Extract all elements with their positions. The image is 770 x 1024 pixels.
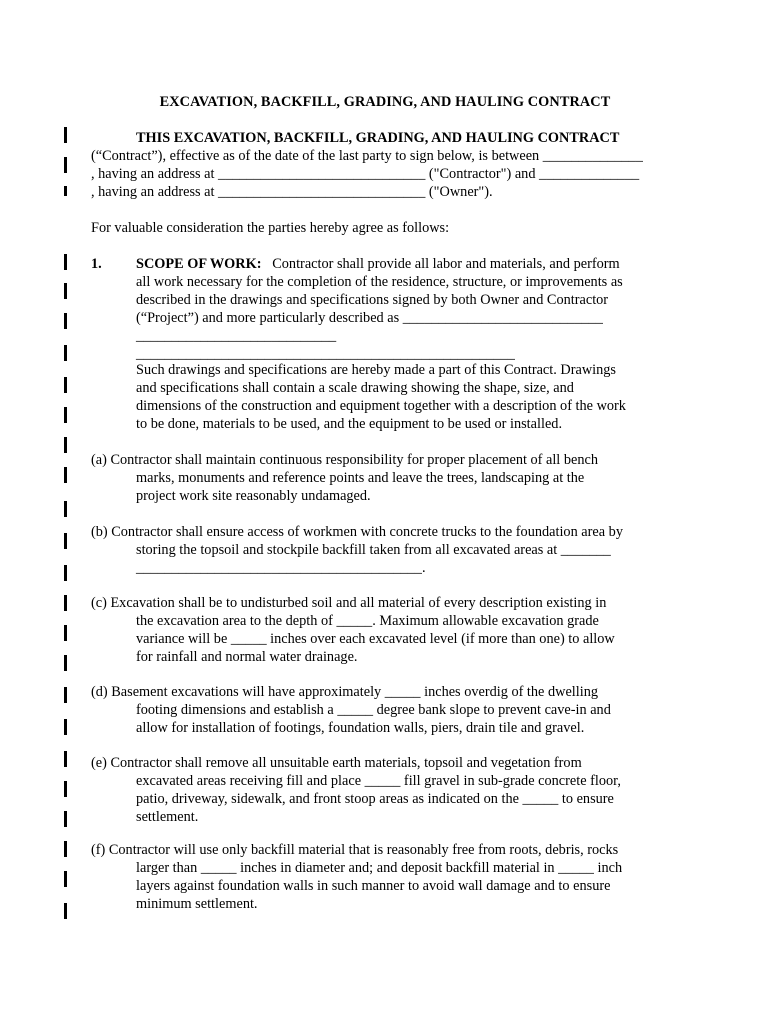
margin-bar bbox=[64, 565, 67, 581]
item-b-line: (b) Contractor shall ensure access of workmen with concrete trucks to the foundation area by bbox=[91, 524, 623, 540]
section-first-line bbox=[136, 255, 620, 273]
margin-bar bbox=[64, 254, 67, 270]
item-e-line: excavated areas receiving fill and place _____ fill gravel in sub-grade concrete floor, bbox=[136, 773, 621, 789]
consideration-text: For valuable consideration the parties hereby agree as follows: bbox=[91, 220, 450, 236]
item-c-line: variance will be _____ inches over each excavated level (if more than one) to allow bbox=[136, 631, 615, 647]
item-b-line: ________________________________________. bbox=[136, 560, 426, 576]
item-b-line: storing the topsoil and stockpile backfill taken from all excavated areas at _______ bbox=[136, 542, 611, 558]
section-line: all work necessary for the completion of the residence, structure, or improvements as bbox=[136, 274, 623, 290]
item-d-line: (d) Basement excavations will have approximately _____ inches overdig of the dwelling bbox=[91, 684, 599, 700]
section-line: described in the drawings and specifications signed by both Owner and Contractor bbox=[136, 292, 609, 308]
intro-lead: THIS EXCAVATION, BACKFILL, GRADING, AND HAULING CONTRACT bbox=[136, 130, 620, 146]
item-f-line: layers against foundation walls in such manner to avoid wall damage and to ensure bbox=[136, 878, 611, 894]
section-heading: SCOPE OF WORK: bbox=[136, 256, 262, 272]
section-line: Such drawings and specifications are hereby made a part of this Contract. Drawings bbox=[136, 362, 616, 378]
margin-bar bbox=[64, 781, 67, 797]
item-e-line: patio, driveway, sidewalk, and front stoop areas as indicated on the _____ to ensure bbox=[136, 791, 614, 807]
section-blank-line: ____________________________ bbox=[136, 328, 337, 344]
intro-line: (“Contract”), effective as of the date of the last party to sign below, is between ______________ bbox=[91, 148, 643, 164]
margin-bar bbox=[64, 841, 67, 857]
section-line: dimensions of the construction and equipment together with a description of the work bbox=[136, 398, 626, 414]
margin-bar bbox=[64, 655, 67, 671]
item-c-line: for rainfall and normal water drainage. bbox=[136, 649, 358, 665]
margin-bar bbox=[64, 533, 67, 549]
section-blank-line: _____________________________________________________ bbox=[136, 346, 515, 362]
item-e-line: (e) Contractor shall remove all unsuitable earth materials, topsoil and vegetation from bbox=[91, 755, 582, 771]
margin-bar bbox=[64, 903, 67, 919]
section-line: and specifications shall contain a scale drawing showing the shape, size, and bbox=[136, 380, 574, 396]
item-d-line: allow for installation of footings, foundation walls, piers, drain tile and gravel. bbox=[136, 720, 585, 736]
margin-bar bbox=[64, 407, 67, 423]
document-title: EXCAVATION, BACKFILL, GRADING, AND HAULING CONTRACT bbox=[159, 94, 611, 110]
intro-line: , having an address at _____________________________ ("Owner"). bbox=[91, 184, 493, 200]
item-f-line: minimum settlement. bbox=[136, 896, 258, 912]
item-c-line: the excavation area to the depth of _____. Maximum allowable excavation grade bbox=[136, 613, 599, 629]
section-number: 1. bbox=[91, 256, 102, 272]
margin-bar bbox=[64, 811, 67, 827]
margin-bar bbox=[64, 625, 67, 641]
item-e-line: settlement. bbox=[136, 809, 199, 825]
intro-line: , having an address at _____________________________ ("Contractor") and ______________ bbox=[91, 166, 640, 182]
margin-bar bbox=[64, 719, 67, 735]
item-f-line: (f) Contractor will use only backfill material that is reasonably free from roots, debris, rocks bbox=[91, 842, 619, 858]
item-a-line: project work site reasonably undamaged. bbox=[136, 488, 371, 504]
margin-bar bbox=[64, 157, 67, 173]
margin-bar bbox=[64, 313, 67, 329]
margin-bar bbox=[64, 501, 67, 517]
margin-bar bbox=[64, 687, 67, 703]
margin-bar bbox=[64, 467, 67, 483]
margin-bar bbox=[64, 871, 67, 887]
margin-bar bbox=[64, 437, 67, 453]
section-text: Contractor shall provide all labor and materials, and perform bbox=[272, 256, 620, 272]
item-a-line: (a) Contractor shall maintain continuous responsibility for proper placement of all bench bbox=[91, 452, 598, 468]
margin-bar bbox=[64, 751, 67, 767]
section-line: to be done, materials to be used, and the equipment to be used or installed. bbox=[136, 416, 563, 432]
item-d-line: footing dimensions and establish a _____ degree bank slope to prevent cave-in and bbox=[136, 702, 611, 718]
item-a-line: marks, monuments and reference points and leave the trees, landscaping at the bbox=[136, 470, 585, 486]
item-f-line: larger than _____ inches in diameter and; and deposit backfill material in _____ inch bbox=[136, 860, 623, 876]
margin-bar bbox=[64, 127, 67, 143]
margin-bar bbox=[64, 377, 67, 393]
section-line: (“Project”) and more particularly described as ____________________________ bbox=[136, 310, 603, 326]
margin-bar bbox=[64, 595, 67, 611]
margin-bar bbox=[64, 345, 67, 361]
margin-bar bbox=[64, 283, 67, 299]
margin-bar bbox=[64, 186, 67, 196]
item-c-line: (c) Excavation shall be to undisturbed soil and all material of every description existing in bbox=[91, 595, 607, 611]
